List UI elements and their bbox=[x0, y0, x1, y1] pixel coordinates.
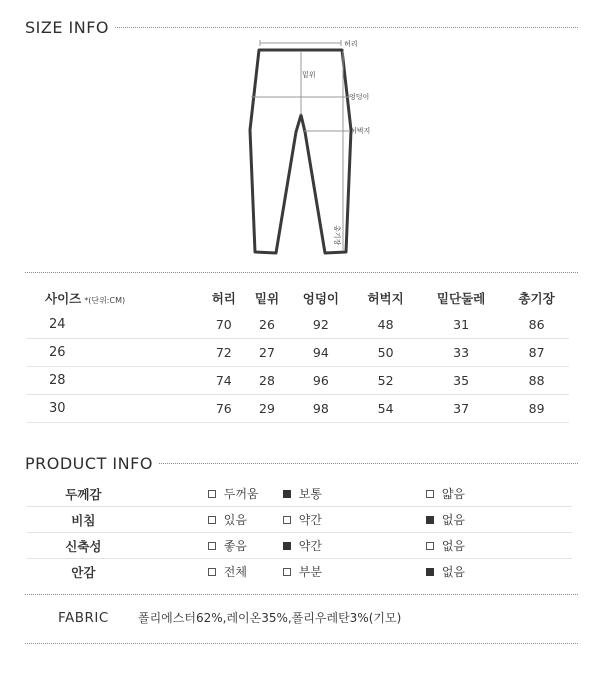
unchecked-box-icon bbox=[283, 516, 291, 524]
checked-box-icon bbox=[283, 542, 291, 550]
measurement-cell: 29 bbox=[245, 395, 288, 423]
product-info-option bbox=[140, 481, 283, 507]
measurement-cell: 37 bbox=[418, 395, 504, 423]
product-info-heading bbox=[25, 454, 578, 473]
measurement-cell: 72 bbox=[202, 339, 245, 367]
size-info-title: SIZE INFO bbox=[25, 18, 110, 37]
waist-label: 허리 bbox=[344, 40, 358, 48]
measurement-cell: 27 bbox=[245, 339, 288, 367]
measurement-cell: 76 bbox=[202, 395, 245, 423]
measurement-cell: 94 bbox=[289, 339, 354, 367]
product-info-option bbox=[426, 533, 572, 559]
size-row bbox=[27, 339, 569, 367]
hip-label: 엉덩이 bbox=[349, 93, 370, 101]
thigh-header-cell: 허벅지 bbox=[367, 291, 404, 306]
fabric-value: 폴리에스터62%,레이온35%,폴리우레탄3%(기모) bbox=[138, 611, 402, 625]
measurement-cell: 52 bbox=[353, 367, 418, 395]
option-label: 없음 bbox=[441, 539, 465, 553]
unchecked-box-icon bbox=[208, 490, 216, 498]
measurement-cell: 89 bbox=[504, 395, 569, 423]
checked-box-icon bbox=[283, 490, 291, 498]
measurement-cell: 50 bbox=[353, 339, 418, 367]
product-info-row bbox=[27, 559, 572, 585]
option-label: 보통 bbox=[298, 487, 322, 501]
size-cell: 28 bbox=[27, 367, 202, 395]
product-info-option bbox=[426, 481, 572, 507]
unchecked-box-icon bbox=[426, 542, 434, 550]
measurement-cell: 98 bbox=[289, 395, 354, 423]
unchecked-box-icon bbox=[283, 568, 291, 576]
fabric-top-rule bbox=[25, 594, 578, 595]
unchecked-box-icon bbox=[208, 568, 216, 576]
size-cell: 26 bbox=[27, 339, 202, 367]
rise-label: 밑위 bbox=[302, 71, 316, 79]
length-label: 총기장 bbox=[333, 225, 341, 246]
product-info-title: PRODUCT INFO bbox=[25, 454, 153, 473]
product-info-option bbox=[140, 559, 283, 585]
size-row bbox=[27, 367, 569, 395]
product-info-label: 비침 bbox=[27, 507, 140, 533]
fabric-bottom-rule bbox=[25, 643, 578, 644]
measurement-cell: 88 bbox=[504, 367, 569, 395]
unchecked-box-icon bbox=[208, 542, 216, 550]
option-label: 없음 bbox=[441, 565, 465, 579]
option-label: 두꺼움 bbox=[223, 487, 259, 501]
checked-box-icon bbox=[426, 516, 434, 524]
unchecked-box-icon bbox=[426, 490, 434, 498]
thigh-label: 허벅지 bbox=[350, 127, 371, 135]
size-cell: 24 bbox=[27, 311, 202, 339]
size-cell: 30 bbox=[27, 395, 202, 423]
option-label: 약간 bbox=[298, 513, 322, 527]
product-info-option bbox=[140, 533, 283, 559]
product-info-option bbox=[426, 507, 572, 533]
pants-measurement-diagram bbox=[240, 35, 380, 260]
product-info-label: 안감 bbox=[71, 564, 96, 580]
measurement-cell: 70 bbox=[202, 311, 245, 339]
measurement-cell: 33 bbox=[418, 339, 504, 367]
measurement-cell: 48 bbox=[353, 311, 418, 339]
waist-header-cell: 허리 bbox=[211, 291, 236, 306]
product-info-rule bbox=[159, 463, 578, 464]
size-row bbox=[27, 311, 569, 339]
size-header-cell: 사이즈 *(단위:CM) bbox=[45, 291, 126, 306]
product-info-option bbox=[283, 481, 426, 507]
measurement-cell: 86 bbox=[504, 311, 569, 339]
measurement-cell: 92 bbox=[289, 311, 354, 339]
option-label: 없음 bbox=[441, 513, 465, 527]
hip-header-cell: 엉덩이 bbox=[302, 291, 339, 306]
fabric-label: FABRIC bbox=[58, 609, 109, 626]
measurement-cell: 54 bbox=[353, 395, 418, 423]
product-info-label: 두께감 bbox=[27, 481, 140, 507]
unit-note: *(단위:CM) bbox=[84, 296, 126, 305]
hem-header-cell: 밑단둘레 bbox=[436, 291, 486, 306]
unchecked-box-icon bbox=[208, 516, 216, 524]
checked-box-icon bbox=[426, 568, 434, 576]
option-label: 좋음 bbox=[223, 539, 247, 553]
product-info-row bbox=[27, 533, 572, 559]
product-info-row bbox=[27, 507, 572, 533]
measurement-cell: 96 bbox=[289, 367, 354, 395]
length-header-cell: 총기장 bbox=[518, 291, 555, 306]
product-info-option bbox=[140, 507, 283, 533]
measurement-cell: 87 bbox=[504, 339, 569, 367]
measurement-cell: 74 bbox=[202, 367, 245, 395]
product-info-option bbox=[283, 559, 426, 585]
size-table-top-rule bbox=[25, 272, 578, 273]
fabric-row bbox=[58, 609, 401, 626]
product-info-label: 신축성 bbox=[27, 533, 140, 559]
product-info-option bbox=[283, 507, 426, 533]
rise-header-cell: 밑위 bbox=[254, 291, 280, 306]
option-label: 얇음 bbox=[441, 487, 465, 501]
size-row bbox=[27, 395, 569, 423]
option-label: 약간 bbox=[298, 539, 322, 553]
product-info-option bbox=[283, 533, 426, 559]
option-label: 부분 bbox=[298, 565, 322, 579]
option-label: 있음 bbox=[223, 513, 247, 527]
product-info-option bbox=[426, 559, 572, 585]
size-table bbox=[27, 285, 569, 423]
option-label: 전체 bbox=[223, 565, 247, 579]
measurement-cell: 35 bbox=[418, 367, 504, 395]
measurement-cell: 26 bbox=[245, 311, 288, 339]
product-info-row bbox=[27, 481, 572, 507]
measurement-cell: 28 bbox=[245, 367, 288, 395]
size-table-header-row bbox=[27, 285, 569, 311]
measurement-cell: 31 bbox=[418, 311, 504, 339]
size-info-rule bbox=[115, 27, 578, 28]
product-info-table bbox=[27, 481, 572, 584]
